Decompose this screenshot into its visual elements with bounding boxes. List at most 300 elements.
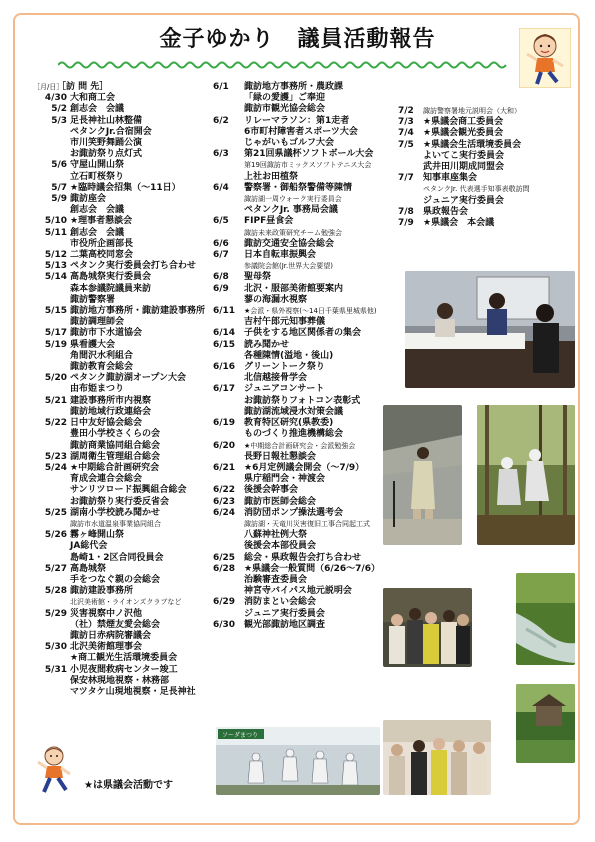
activity-text: 由布姫まつり xyxy=(70,384,125,395)
date-label xyxy=(213,586,244,597)
list-item xyxy=(33,183,213,194)
date-label: 5/31 xyxy=(44,664,67,675)
activity-text: 北沢美術館理事会 xyxy=(70,642,143,653)
activity-text: 消防まとい会総会 xyxy=(244,597,317,608)
activity-text: 吉村午郎元知事葬儀 xyxy=(244,317,326,328)
activity-text: ペタンクJr. 事務局会議 xyxy=(244,205,338,216)
activity-text: グリーントーク祭り xyxy=(244,362,325,373)
activity-text: 創志会 会議 xyxy=(70,205,125,216)
activity-text: 知事車座集会 xyxy=(423,173,478,184)
activity-text: 各種陳情(溢地・後山) xyxy=(244,350,334,361)
activity-text: 諏訪交通安全協会総会 xyxy=(244,238,335,249)
date-label: 7/3 xyxy=(398,117,414,128)
date-label xyxy=(213,261,244,272)
activity-text: ジュニアコンサート xyxy=(244,384,325,395)
waterfall-garden-photo xyxy=(516,684,575,763)
date-label: 6/15 xyxy=(213,339,236,350)
list-item xyxy=(213,205,398,216)
activity-text: 6市町村障害者スポーツ大会 xyxy=(244,126,358,137)
date-label: 7/5 xyxy=(398,139,414,150)
date-label xyxy=(213,317,244,328)
date-label xyxy=(213,519,244,530)
activity-text: 日本自転車振興会 xyxy=(244,250,317,261)
list-item xyxy=(33,284,213,295)
activity-text: 蓼の海漏水視察 xyxy=(244,294,308,305)
list-item xyxy=(33,519,213,530)
list-item xyxy=(213,564,398,575)
activity-text: 第21回県議杯ソフトボール大会 xyxy=(244,149,374,160)
activity-text: ペタンク実行委員会打ち合わせ xyxy=(70,261,196,272)
list-item xyxy=(213,216,398,227)
activity-text: 手をつなぐ親の会総会 xyxy=(70,574,161,585)
list-item xyxy=(213,239,398,250)
date-label: 5/3 xyxy=(51,115,67,126)
date-label: 5/7 xyxy=(51,182,67,193)
activity-list-june xyxy=(213,82,398,631)
date-label: 5/9 xyxy=(51,194,67,205)
date-label: 5/17 xyxy=(44,328,67,339)
date-label xyxy=(213,104,244,115)
activity-text: 県政報告会 xyxy=(423,206,469,217)
activity-text: ★中期総合計画研究会 xyxy=(70,462,160,473)
list-item xyxy=(213,272,398,283)
date-label xyxy=(33,295,70,306)
date-label: 7/9 xyxy=(398,218,414,229)
list-item xyxy=(213,183,398,194)
activity-text: リレーマラソン：第1走者 xyxy=(244,115,350,126)
list-item xyxy=(213,441,398,452)
date-label: 5/10 xyxy=(44,216,67,227)
photo-sign-text: ソーダまつり xyxy=(222,732,259,739)
list-item xyxy=(213,373,398,384)
date-label: 5/12 xyxy=(44,250,67,261)
activity-text: 小児夜間救病センター竣工 xyxy=(70,664,178,675)
date-label xyxy=(33,441,70,452)
date-label: 5/24 xyxy=(44,462,67,473)
date-label xyxy=(398,196,423,207)
date-label: 6/5 xyxy=(213,216,229,227)
list-item xyxy=(33,138,213,149)
list-item xyxy=(213,586,398,597)
speech-at-podium-photo xyxy=(383,405,462,545)
activity-text: ★会派・県外視察(～14日千葉県里城県他) xyxy=(244,307,377,316)
activity-list-may xyxy=(33,82,213,698)
date-label xyxy=(213,127,244,138)
date-label: 6/9 xyxy=(213,283,229,294)
date-label xyxy=(213,396,244,407)
list-item xyxy=(33,553,213,564)
forest-work-photo xyxy=(477,405,575,545)
date-label: 5/27 xyxy=(44,563,67,574)
activity-text: 足長神社山林整備 xyxy=(70,115,143,126)
list-item xyxy=(398,184,573,195)
activity-text: 上社お田植祭 xyxy=(244,171,299,182)
activity-text: 日中友好協会総会 xyxy=(70,418,143,429)
list-item xyxy=(213,396,398,407)
list-item xyxy=(213,149,398,160)
date-label: 6/2 xyxy=(213,115,229,126)
activity-text: 消防団ポンプ操法選考会 xyxy=(244,507,344,518)
activity-text: 警察署・御船祭警備等陳情 xyxy=(244,182,353,193)
date-label xyxy=(213,160,244,171)
activity-text: 災害視察中ノ沢他 xyxy=(70,608,143,619)
list-item xyxy=(33,497,213,508)
date-label xyxy=(213,575,244,586)
activity-text: 諏訪警察署地元説明会（大和） xyxy=(423,107,521,115)
month-day-label: ［月/日］ xyxy=(33,83,64,91)
date-label: 6/30 xyxy=(213,619,236,630)
list-item xyxy=(213,284,398,295)
list-item xyxy=(33,687,213,698)
activity-text: ★6月定例議会開会（～7/9） xyxy=(244,462,365,473)
list-item xyxy=(213,104,398,115)
activity-text: 森本参議院議員来訪 xyxy=(70,283,152,294)
activity-text: 角間沢水利組合 xyxy=(70,350,134,361)
list-item xyxy=(213,530,398,541)
date-label xyxy=(33,541,70,552)
list-item xyxy=(33,272,213,283)
date-label: 6/29 xyxy=(213,597,236,608)
date-label: 5/20 xyxy=(44,373,67,384)
list-item xyxy=(33,261,213,272)
date-label xyxy=(33,575,70,586)
list-item xyxy=(33,317,213,328)
list-item xyxy=(33,396,213,407)
list-item xyxy=(33,676,213,687)
date-label: 6/6 xyxy=(213,238,229,249)
activity-text: 武井田川期成同盟会 xyxy=(423,162,505,173)
activity-text: 創志会 会議 xyxy=(70,227,125,238)
date-label xyxy=(213,93,244,104)
activity-text: 湖南小学校読み聞かせ xyxy=(70,507,161,518)
activity-text: お諏訪祭り点灯式 xyxy=(70,149,143,160)
list-item xyxy=(213,541,398,552)
activity-text: ★県議会商工委員会 xyxy=(423,117,504,128)
activity-text: 総会・県政報告会打ち合わせ xyxy=(244,552,362,563)
list-item xyxy=(33,508,213,519)
date-label xyxy=(213,609,244,620)
list-item xyxy=(33,194,213,205)
list-item xyxy=(213,261,398,272)
list-item xyxy=(33,564,213,575)
activity-text: 後援会幹事会 xyxy=(244,485,299,496)
activity-text: 八蘇神社例大祭 xyxy=(244,530,308,541)
activity-text: 聖母祭 xyxy=(244,272,272,283)
list-item xyxy=(398,128,573,139)
list-item xyxy=(33,127,213,138)
date-label: 5/30 xyxy=(44,642,67,653)
activity-text: 諏訪湖流域浸水対策会議 xyxy=(244,406,344,417)
list-item xyxy=(213,317,398,328)
date-label: 5/2 xyxy=(51,104,67,115)
date-label xyxy=(33,429,70,440)
list-item xyxy=(33,642,213,653)
list-item xyxy=(33,653,213,664)
activity-text: 高島城祭 xyxy=(70,563,107,574)
activity-text: 島崎1・2区合同役員会 xyxy=(70,552,164,563)
date-label xyxy=(33,127,70,138)
date-label: 5/6 xyxy=(51,160,67,171)
activity-text: 立石町桜祭り xyxy=(70,171,125,182)
activity-text: 諏訪地方事務所・農政課 xyxy=(244,82,344,92)
date-label xyxy=(33,620,70,631)
list-item xyxy=(33,116,213,127)
activity-text: 「緑の愛護」ご奉迎 xyxy=(244,93,326,104)
list-item xyxy=(33,418,213,429)
activity-text: ★県議会一般質問（6/26～7/6） xyxy=(244,563,380,574)
activity-text: 観光部諏訪地区調査 xyxy=(244,619,326,630)
date-label xyxy=(398,184,423,195)
list-item xyxy=(213,306,398,317)
activity-text: ★県議会観光委員会 xyxy=(423,128,504,139)
list-item xyxy=(33,407,213,418)
list-item xyxy=(213,508,398,519)
list-item xyxy=(33,328,213,339)
date-label xyxy=(398,151,423,162)
date-label: 6/25 xyxy=(213,552,236,563)
activity-text: 高島城祭実行委員会 xyxy=(70,272,152,283)
date-label xyxy=(213,452,244,463)
activity-text: 北沢・服部美術館要案内 xyxy=(244,283,344,294)
activity-text: 創志会 会議 xyxy=(70,104,125,115)
activity-text: 第19回諏訪市ミックスソフトテニス大会 xyxy=(244,161,372,170)
list-item xyxy=(33,351,213,362)
date-label xyxy=(213,530,244,541)
activity-text: 市役所企画部長 xyxy=(70,238,134,249)
list-item xyxy=(213,609,398,620)
activity-text: 諏訪調理師会 xyxy=(70,317,125,328)
date-label: 7/8 xyxy=(398,206,414,217)
date-label: 6/21 xyxy=(213,462,236,473)
date-label: 6/11 xyxy=(213,306,236,317)
list-item xyxy=(33,172,213,183)
list-item xyxy=(213,172,398,183)
activity-text: FIPF昼食会 xyxy=(244,216,294,227)
activity-list-july xyxy=(398,106,573,229)
list-item xyxy=(398,173,573,184)
list-item xyxy=(213,295,398,306)
activity-text: 諏訪日赤病院審議会 xyxy=(70,630,152,641)
list-item xyxy=(33,250,213,261)
list-item xyxy=(33,452,213,463)
date-label xyxy=(33,519,70,530)
list-item xyxy=(213,474,398,485)
activity-text: 神宮寺バイパス地元説明会 xyxy=(244,586,352,597)
activity-text: ★県議会 本会議 xyxy=(423,218,495,229)
activity-text: JA総代会 xyxy=(70,541,108,552)
date-label xyxy=(33,138,70,149)
activity-text: 守屋山開山祭 xyxy=(70,160,125,171)
date-label xyxy=(213,474,244,485)
list-item xyxy=(213,194,398,205)
activity-text: （社）禁煙友愛会総会 xyxy=(70,619,161,630)
date-label: 6/24 xyxy=(213,507,236,518)
date-label: 6/14 xyxy=(213,328,236,339)
activity-text: 諏訪市医師会総会 xyxy=(244,496,317,507)
list-item xyxy=(398,207,573,218)
date-label xyxy=(33,474,70,485)
list-item xyxy=(213,138,398,149)
date-label xyxy=(213,541,244,552)
date-label xyxy=(33,149,70,160)
activity-text: 二葉高校同窓会 xyxy=(70,250,134,261)
list-item xyxy=(213,485,398,496)
list-item xyxy=(213,463,398,474)
activity-text: ジュニア実行委員会 xyxy=(244,608,325,619)
activity-text: 長野日報社懇談会 xyxy=(244,451,317,462)
list-item xyxy=(213,340,398,351)
date-label: 7/2 xyxy=(398,106,414,116)
list-item xyxy=(213,250,398,261)
date-label xyxy=(33,653,70,664)
list-item xyxy=(213,452,398,463)
date-label xyxy=(213,429,244,440)
date-label: 6/19 xyxy=(213,418,236,429)
list-item xyxy=(33,620,213,631)
activity-text: 読み聞かせ xyxy=(244,339,290,350)
list-item xyxy=(33,541,213,552)
list-item xyxy=(33,306,213,317)
date-label: 6/8 xyxy=(213,272,229,283)
list-item xyxy=(33,362,213,373)
date-label xyxy=(213,373,244,384)
date-label xyxy=(33,172,70,183)
date-label xyxy=(213,138,244,149)
activity-text: 諏訪建設事務所 xyxy=(70,586,134,597)
list-item xyxy=(398,117,573,128)
activity-text: サンリツロード振興組合総会 xyxy=(70,485,187,496)
date-label xyxy=(33,284,70,295)
date-label xyxy=(213,351,244,362)
date-label xyxy=(33,407,70,418)
river-stream-photo xyxy=(516,573,575,665)
activity-text: 育成会連合会総会 xyxy=(70,474,143,485)
activity-text: 県庁稲門会・神渡会 xyxy=(244,474,326,485)
list-item xyxy=(33,239,213,250)
legend-note: ★は県議会活動です xyxy=(84,780,173,791)
list-item xyxy=(33,586,213,597)
list-item xyxy=(213,384,398,395)
list-item xyxy=(33,205,213,216)
activity-text: 霧ヶ峰開山祭 xyxy=(70,530,125,541)
date-label: 6/7 xyxy=(213,250,229,261)
list-item xyxy=(33,665,213,676)
visit-heading: ［訪 問 先］ xyxy=(57,82,109,92)
date-label: 6/3 xyxy=(213,149,229,160)
activity-text: 諏訪警察署 xyxy=(70,294,116,305)
list-item xyxy=(213,597,398,608)
activity-text: 諏訪湖一周ウォーク実行委員会 xyxy=(244,195,342,204)
list-item xyxy=(213,351,398,362)
date-label xyxy=(33,362,70,373)
list-item xyxy=(33,216,213,227)
list-item xyxy=(213,127,398,138)
date-label xyxy=(33,676,70,687)
activity-text: 保安林現地視察・林務部 xyxy=(70,675,170,686)
list-item xyxy=(33,597,213,608)
date-label xyxy=(33,631,70,642)
date-label: 5/21 xyxy=(44,395,67,406)
activity-text: 県看護大会 xyxy=(70,339,116,350)
date-label: 5/11 xyxy=(44,227,67,238)
date-label xyxy=(33,497,70,508)
date-label xyxy=(213,172,244,183)
activity-text: お諏訪祭り実行委反省会 xyxy=(70,496,170,507)
page-title: 金子ゆかり 議員活動報告 xyxy=(159,27,436,52)
list-item xyxy=(33,340,213,351)
date-label: 5/25 xyxy=(44,507,67,518)
activity-text: 諏訪市下水道協会 xyxy=(70,328,143,339)
date-label xyxy=(33,384,70,395)
list-item xyxy=(33,295,213,306)
date-label: 6/22 xyxy=(213,485,236,496)
date-label: 5/15 xyxy=(44,306,67,317)
decorative-wave-divider xyxy=(58,60,510,70)
list-item xyxy=(213,575,398,586)
list-item xyxy=(33,93,213,104)
date-label xyxy=(213,407,244,418)
activity-text: じゃがいもゴルフ大会 xyxy=(244,138,335,149)
list-item xyxy=(33,384,213,395)
activity-text: ★商工観光生活環境委員会 xyxy=(70,653,178,664)
activity-text: 諏訪市観光協会総会 xyxy=(244,104,326,115)
activity-text: ペタンクJr.合宿開会 xyxy=(70,126,152,137)
list-item xyxy=(33,530,213,541)
list-header xyxy=(33,82,213,93)
list-item xyxy=(33,160,213,171)
activity-text: よいてこ実行委員会 xyxy=(423,150,505,161)
activity-text: 北沢美術館・ライオンズクラブなど xyxy=(70,598,182,607)
list-item xyxy=(33,609,213,620)
date-label: 5/22 xyxy=(44,418,67,429)
list-item xyxy=(398,162,573,173)
date-label xyxy=(33,485,70,496)
activity-text: 建設事務所市内視察 xyxy=(70,395,152,406)
date-label: 6/4 xyxy=(213,182,229,193)
date-label xyxy=(213,228,244,239)
activity-text: ペタンクJr. 代表選手知事表敬訪問 xyxy=(423,185,530,194)
women-standing-photo xyxy=(383,720,491,795)
date-label: 5/19 xyxy=(44,339,67,350)
date-label xyxy=(33,553,70,564)
date-label: 5/28 xyxy=(44,586,67,597)
date-label xyxy=(33,317,70,328)
activity-text: ものづくり推進機構総会 xyxy=(244,429,344,440)
activity-text: 子供をする地区関係者の集会 xyxy=(244,328,362,339)
list-item xyxy=(213,553,398,564)
list-item xyxy=(213,160,398,171)
activity-text: ★県議会生活環境委員会 xyxy=(423,139,522,150)
activity-text: 北信越接骨学会 xyxy=(244,373,308,384)
list-item xyxy=(33,149,213,160)
activity-text: 諏訪教育会総会 xyxy=(70,362,134,373)
date-label: 7/7 xyxy=(398,173,414,184)
list-item xyxy=(213,82,398,93)
activity-text: 諏訪未来政策研究チーム勉強会 xyxy=(244,228,342,237)
date-label: 5/26 xyxy=(44,530,67,541)
list-item xyxy=(213,497,398,508)
activity-text: 治験審査委員会 xyxy=(244,574,308,585)
list-item xyxy=(213,116,398,127)
activity-text: 諏訪座会 xyxy=(70,194,107,205)
activity-text: 教育特区研究(県教委) xyxy=(244,418,334,429)
activity-text: 湖周衛生管理組合総会 xyxy=(70,451,161,462)
list-item xyxy=(213,418,398,429)
running-child-icon xyxy=(30,744,78,800)
activity-text: ★理事者懇談会 xyxy=(70,216,133,227)
date-label: 5/23 xyxy=(44,451,67,462)
list-item xyxy=(213,362,398,373)
